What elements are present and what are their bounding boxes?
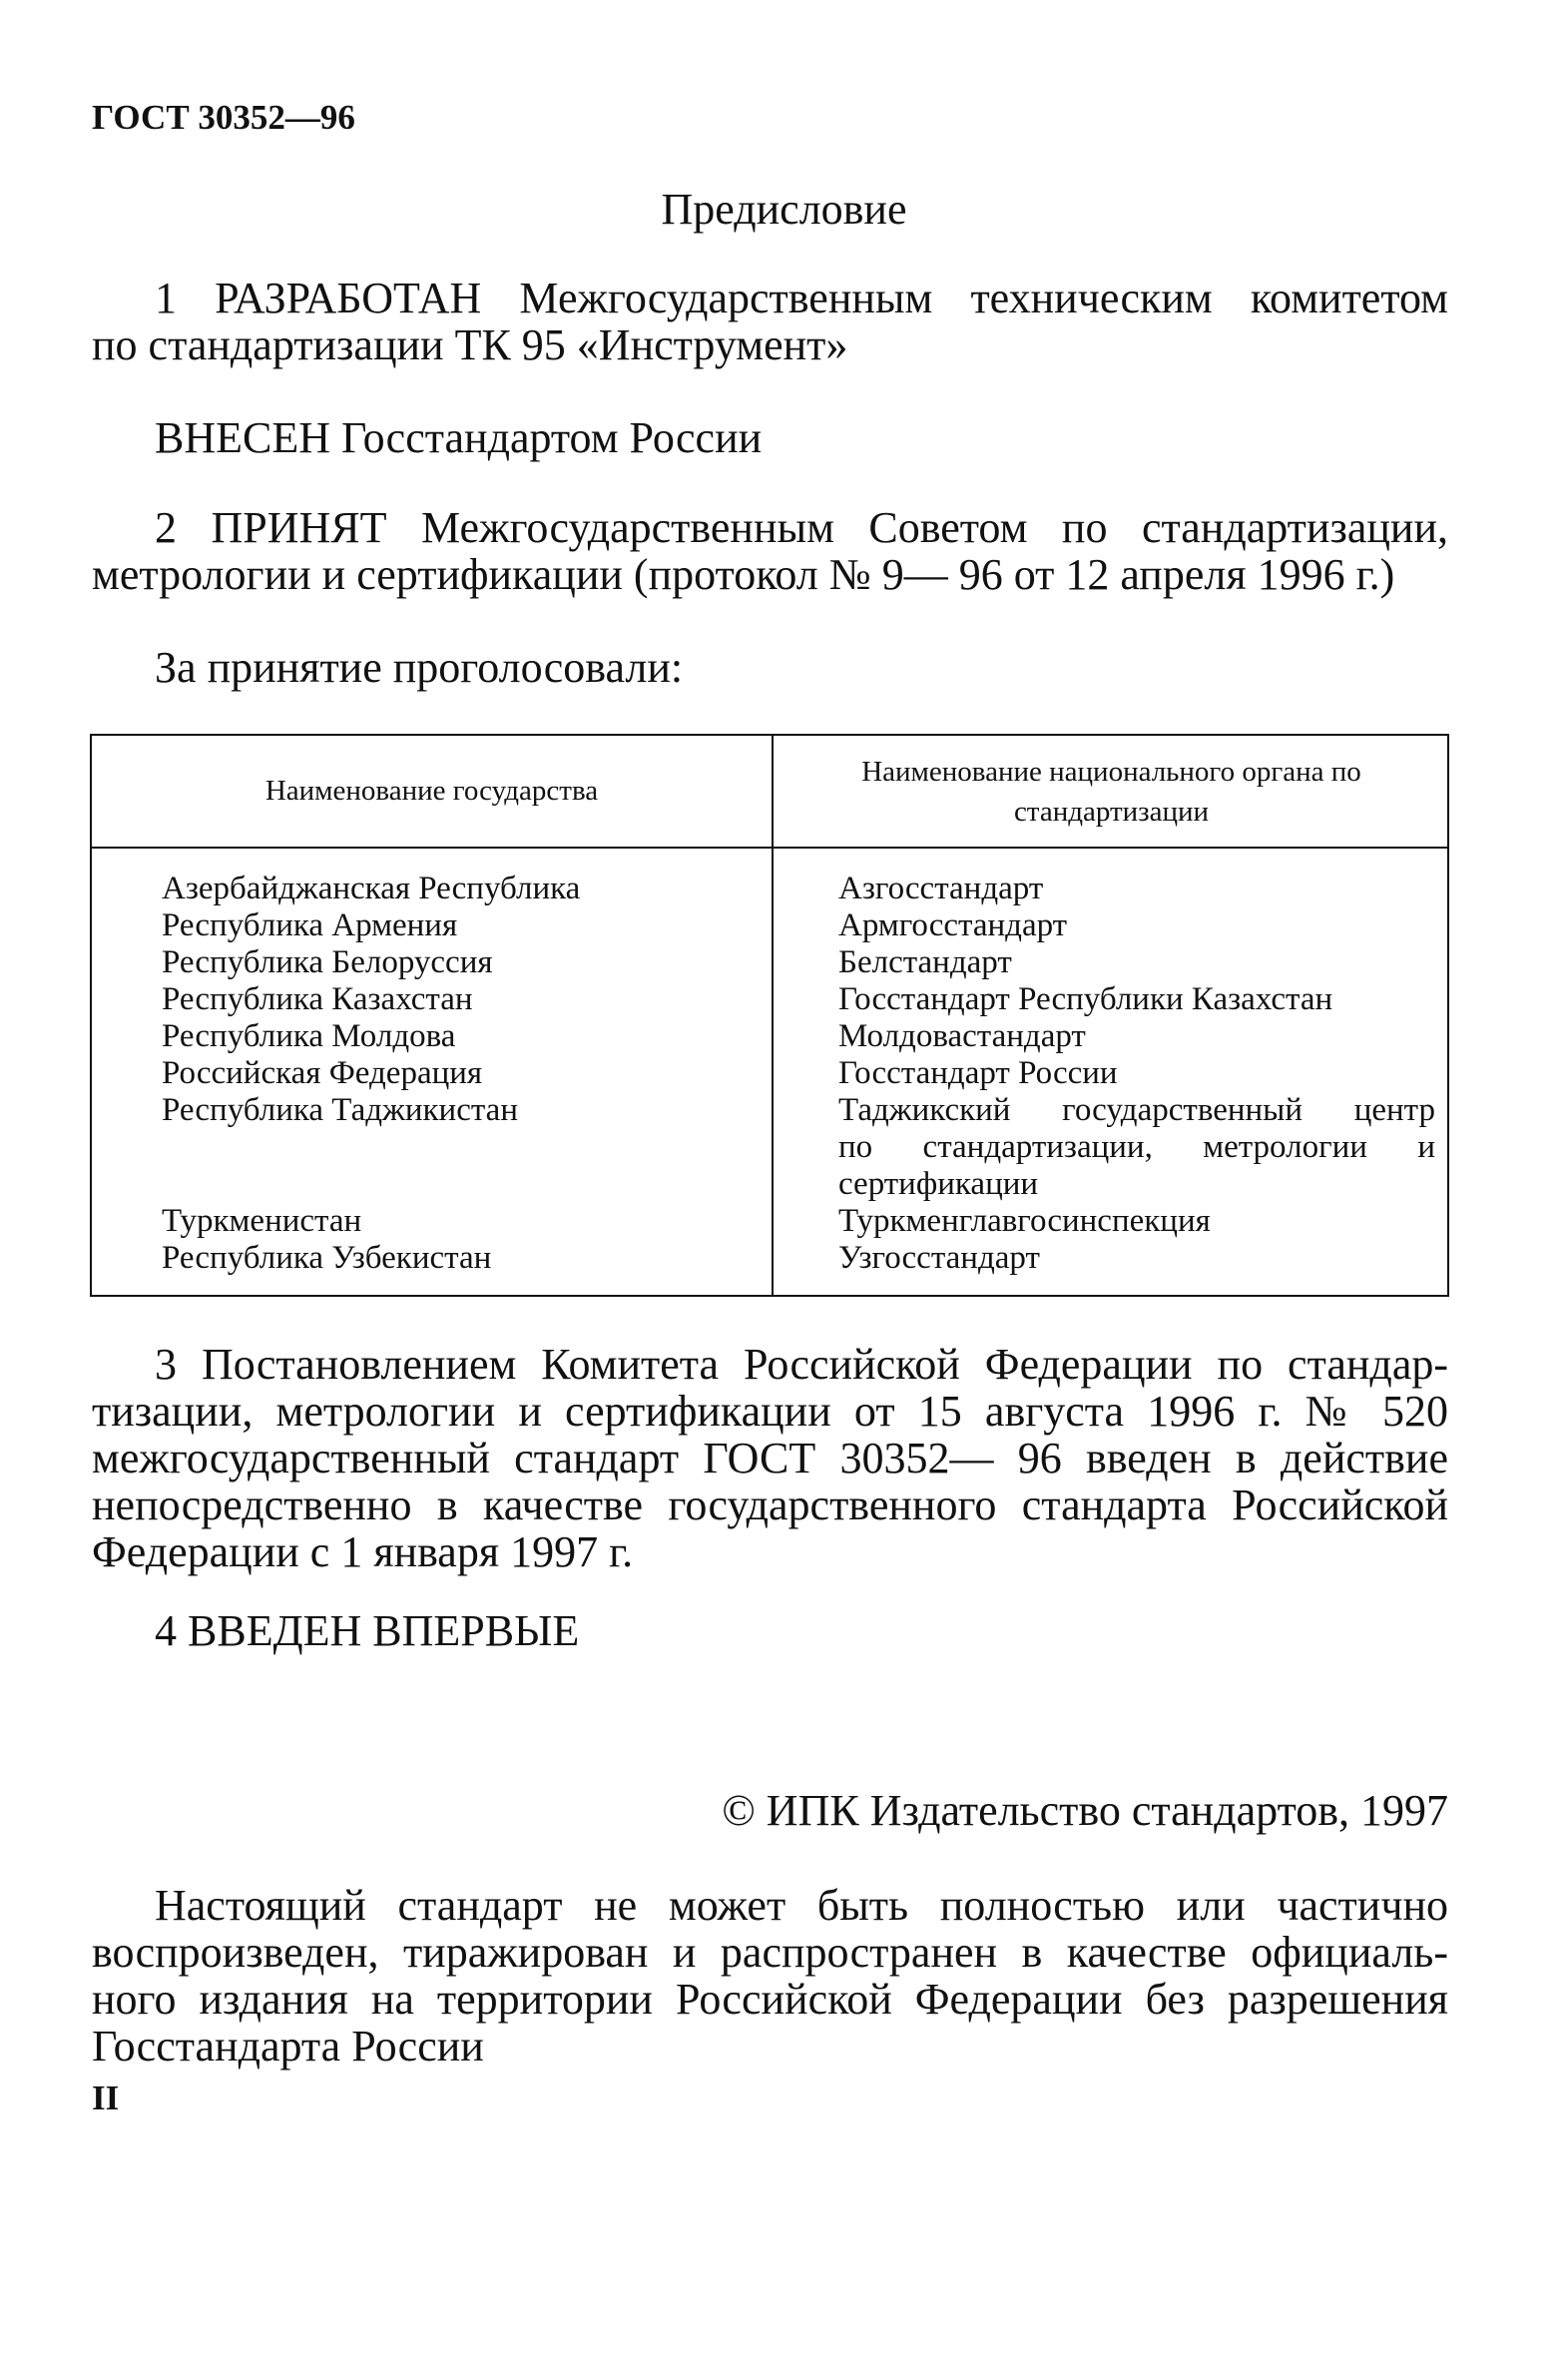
table-header-body-line: Наименование национального органа по bbox=[861, 756, 1361, 788]
table-cell-body: Армгосстандарт bbox=[838, 907, 1068, 943]
table-cell-state: Республика Таджикистан bbox=[162, 1092, 518, 1128]
item-3-line: Федерации с 1 января 1997 г. bbox=[92, 1527, 634, 1576]
table-cell-state: Российская Федерация bbox=[162, 1055, 483, 1091]
table-cell-body: Белстандарт bbox=[838, 944, 1012, 980]
table-cell-body: Азгосстандарт bbox=[838, 871, 1044, 906]
item-3-line: 3 Постановлением Комитета Российской Федерации по стандар- bbox=[155, 1340, 1448, 1389]
notice-line: Настоящий стандарт не может быть полностью или частично bbox=[155, 1881, 1448, 1930]
table-cell-state: Азербайджанская Республика bbox=[162, 871, 581, 906]
table-cell-state bbox=[162, 1166, 580, 1203]
table-cell-state: Туркменистан bbox=[162, 1203, 362, 1239]
bodies-column bbox=[838, 871, 1435, 1277]
item-2-line: метрологии и сертификации (протокол № 9— 96 от 12 апреля 1996 г.) bbox=[92, 550, 1395, 599]
item-3-line: межгосударственный стандарт ГОСТ 30352— 96 введен в действие bbox=[92, 1434, 1448, 1482]
states-column bbox=[162, 871, 580, 1277]
item-2-line: 2 ПРИНЯТ Межгосударственным Советом по стандартизации, bbox=[155, 503, 1448, 552]
table-cell-body: по стандартизации, метрологии и bbox=[838, 1129, 1435, 1165]
table-header-body bbox=[774, 752, 1449, 832]
table-cell-body: Таджикский государственный центр bbox=[838, 1092, 1435, 1128]
notice-line: воспроизведен, тиражирован и распространен в качестве официаль- bbox=[92, 1928, 1448, 1977]
table-cell-state: Республика Молдова bbox=[162, 1018, 456, 1054]
voted-label: За принятие проголосовали: bbox=[155, 643, 684, 692]
reproduction-notice bbox=[92, 1882, 1448, 2069]
table-header-state: Наименование государства bbox=[264, 775, 599, 807]
table-cell-body: Госстандарт России bbox=[838, 1055, 1118, 1091]
item-1-line: по стандартизации ТК 95 «Инструмент» bbox=[92, 320, 848, 369]
page-title: Предисловие bbox=[661, 185, 907, 234]
item-3-line: непосредственно в качестве государственного стандарта Российской bbox=[92, 1480, 1448, 1529]
table-cell-body: Туркменглавгосинспекция bbox=[838, 1203, 1211, 1239]
notice-line: Госстандарта России bbox=[92, 2022, 484, 2070]
item-2-adopted bbox=[92, 504, 1448, 598]
item-1-developed bbox=[92, 275, 1448, 368]
table-cell-state: Республика Белоруссия bbox=[162, 944, 493, 980]
item-1-line: 1 РАЗРАБОТАН Межгосударственным техническим комитетом bbox=[155, 274, 1448, 322]
table-cell-body: Молдовастандарт bbox=[838, 1018, 1086, 1054]
table-cell-body: Госстандарт Республики Казахстан bbox=[838, 981, 1333, 1017]
item-3-enacted bbox=[92, 1341, 1448, 1575]
table-cell-state: Республика Армения bbox=[162, 907, 458, 943]
item-4-first-introduced: 4 ВВЕДЕН ВПЕРВЫЕ bbox=[155, 1606, 580, 1655]
table-cell-state bbox=[162, 1129, 580, 1166]
table-header-body-line: стандартизации bbox=[1013, 796, 1210, 828]
notice-line: ного издания на территории Российской Федерации без разрешения bbox=[92, 1975, 1448, 2024]
voting-table bbox=[90, 734, 1449, 1297]
table-cell-state: Республика Узбекистан bbox=[162, 1240, 492, 1276]
copyright-notice: © ИПК Издательство стандартов, 1997 bbox=[722, 1786, 1448, 1835]
page-number: II bbox=[92, 2078, 120, 2117]
table-header-rule bbox=[92, 847, 1447, 849]
item-3-line: тизации, метрологии и сертификации от 15 августа 1996 г. № 520 bbox=[92, 1387, 1448, 1436]
document-code: ГОСТ 30352—96 bbox=[92, 98, 355, 137]
table-cell-body: Узгосстандарт bbox=[838, 1240, 1040, 1276]
table-cell-body: сертификации bbox=[838, 1166, 1039, 1202]
table-cell-state: Республика Казахстан bbox=[162, 981, 473, 1017]
submitted-by: ВНЕСЕН Госстандартом России bbox=[155, 413, 763, 462]
